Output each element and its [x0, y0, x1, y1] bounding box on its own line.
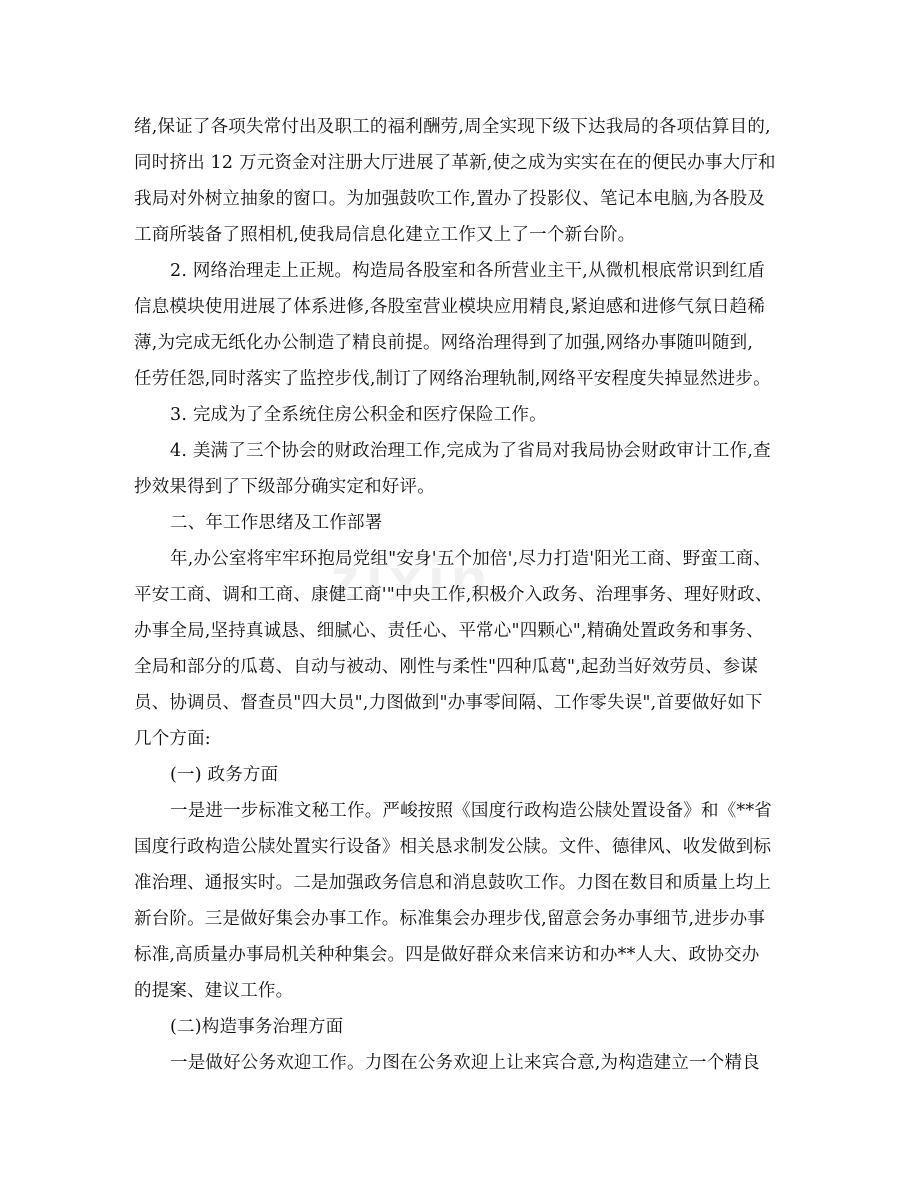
text-line: 全局和部分的瓜葛、自动与被动、刚性与柔性"四种瓜葛",起劲当好效劳员、参谋: [134, 657, 759, 677]
subsection-heading: (一) 政务方面: [170, 765, 279, 785]
text-line: 任劳任怨,同时落实了监控步伐,制订了网络治理轨制,网络平安程度失掉显然进步。: [134, 369, 771, 389]
text-line: 工商所装备了照相机,使我局信息化建立工作又上了一个新台阶。: [134, 225, 636, 245]
text-line: 绪,保证了各项失常付出及职工的福利酬劳,周全实现下级下达我局的各项估算目的,: [134, 117, 771, 137]
section-heading: 二、年工作思绪及工作部署: [170, 513, 383, 533]
text-line: 几个方面:: [134, 729, 211, 749]
text-line: 的提案、建议工作。: [134, 981, 294, 1001]
text-line: 办事全局,坚持真诚恳、细腻心、责任心、平常心"四颗心",精确处置政务和事务、: [134, 621, 764, 641]
text-line: 信息模块使用进展了体系进修,各股室营业模块应用精良,紧迫感和进修气氛日趋稀: [134, 297, 766, 317]
text-line: 抄效果得到了下级部分确实定和好评。: [134, 477, 435, 497]
text-line: 平安工商、调和工商、康健工商'"中央工作,积极介入政务、治理事务、理好财政、: [134, 585, 773, 605]
text-line: 年,办公室将牢牢环抱局党组"安身'五个加倍',尽力打造'阳光工商、野蛮工商、: [170, 549, 772, 569]
text-line: 薄,为完成无纸化办公制造了精良前提。网络治理得到了加强,网络办事随叫随到,: [134, 333, 754, 353]
subsection-heading: (二)构造事务治理方面: [170, 1017, 344, 1037]
text-line: 标准,高质量办事局机关种种集会。四是做好群众来信来访和办**人大、政协交办: [134, 945, 760, 965]
text-line: 一是做好公务欢迎工作。力图在公务欢迎上让来宾合意,为构造建立一个精良: [170, 1053, 760, 1073]
text-line: 4. 美满了三个协会的财政治理工作,完成为了省局对我局协会财政审计工作,查: [170, 441, 771, 461]
text-line: 员、协调员、督查员"四大员",力图做到"办事零间隔、工作零失误",首要做好如下: [134, 693, 763, 713]
text-line: 我局对外树立抽象的窗口。为加强鼓吹工作,置办了投影仪、笔记本电脑,为各股及: [134, 189, 766, 209]
text-line: 3. 完成为了全系统住房公积金和医疗保险工作。: [170, 405, 547, 425]
text-line: 准治理、通报实时。二是加强政务信息和消息鼓吹工作。力图在数目和质量上均上: [134, 873, 772, 893]
text-line: 同时挤出 12 万元资金对注册大厅进展了革新,使之成为实实在在的便民办事大厅和: [134, 153, 776, 173]
watermark: zixin: [330, 546, 494, 613]
text-line: 2. 网络治理走上正规。构造局各股室和各所营业主干,从微机根底常识到红盾: [170, 261, 766, 281]
text-line: 国度行政构造公牍处置实行设备》相关恳求制发公牍。文件、德律风、收发做到标: [134, 837, 772, 857]
text-line: 新台阶。三是做好集会办事工作。标准集会办理步伐,留意会务办事细节,进步办事: [134, 909, 766, 929]
text-line: 一是进一步标准文秘工作。严峻按照《国度行政构造公牍处置设备》和《**省: [170, 801, 772, 821]
